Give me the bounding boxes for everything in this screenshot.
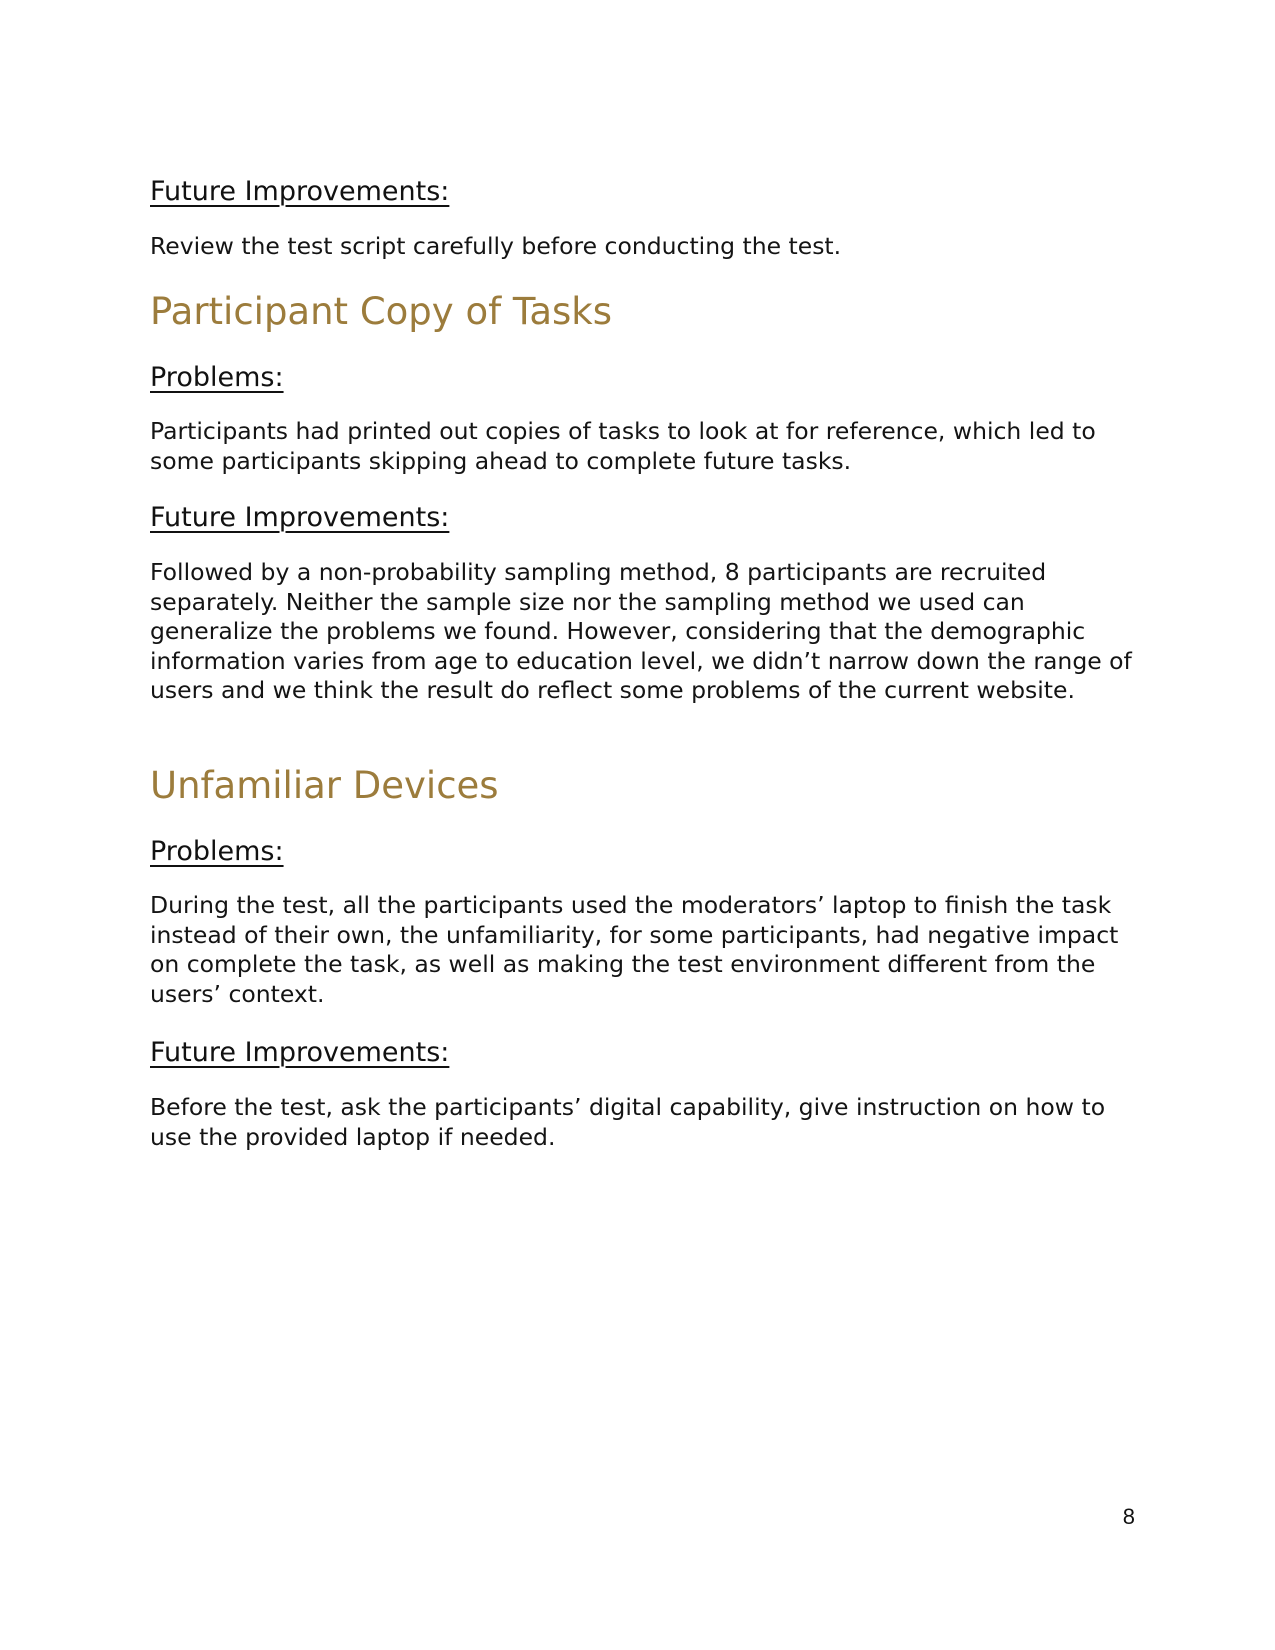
future-improvements-heading: Future Improvements: — [150, 176, 450, 207]
problems-text: Participants had printed out copies of tasks to look at for reference, which led to some participants skipping ahead to complete future tasks. — [150, 417, 1096, 475]
problems-heading: Problems: — [150, 362, 284, 393]
future-improvements-text: Before the test, ask the participants’ digital capability, give instruction on how to use the provided laptop if needed. — [150, 1093, 1106, 1151]
section-title-participant-copy: Participant Copy of Tasks — [150, 290, 612, 333]
problems-text: During the test, all the participants used the moderators’ laptop to finish the task instead of their own, the unfamiliarity, for some participants, had negative impact on complete the task, as well as making the test environment different from the users’ context. — [150, 891, 1119, 1008]
problems-heading: Problems: — [150, 836, 284, 867]
section-title-unfamiliar-devices: Unfamiliar Devices — [150, 764, 499, 807]
document-page — [150, 0, 1135, 1650]
future-improvements-text: Review the test script carefully before conducting the test. — [150, 232, 842, 260]
future-improvements-heading: Future Improvements: — [150, 1037, 450, 1068]
future-improvements-heading: Future Improvements: — [150, 502, 450, 533]
future-improvements-text: Followed by a non-probability sampling method, 8 participants are recruited separately. Neither the sample size nor the sampling method we used can generalize the problems we found. However, considering that the demographic information varies from age to education level, we didn’t narrow down the range of users and we think the result do reflect some problems of the current website. — [150, 558, 1132, 704]
page-number: 8 — [1122, 1504, 1135, 1529]
